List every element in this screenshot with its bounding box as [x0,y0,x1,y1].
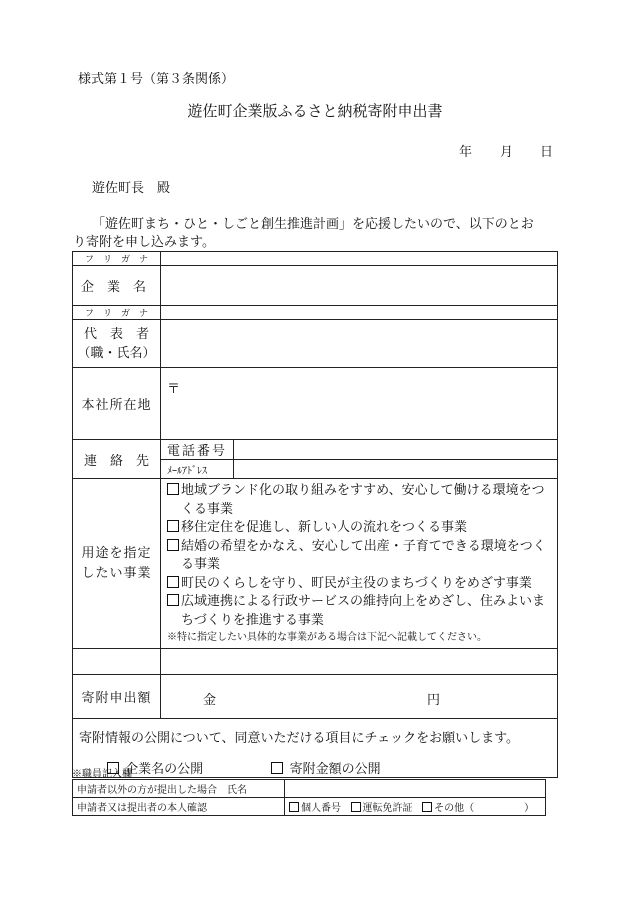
furigana-label-2: フ リ ガ ナ [73,306,161,320]
email-label: ﾒｰﾙｱﾄﾞﾚｽ [161,460,234,479]
purpose-spacer [73,649,161,675]
id-option-license[interactable]: 運転免許証 [351,803,413,814]
checkbox[interactable] [351,802,361,812]
purpose-option[interactable]: 地域ブランド化の取り組みをすすめ、安心して働ける環境をつ くる事業 [167,482,557,519]
representative-sublabel: （職・氏名） [77,345,156,361]
purpose-option[interactable]: 町民のくらしを守り、町民が主役のまちづくりをめざす事業 [167,575,557,594]
id-check-options [285,798,546,816]
form-number: 様式第１号（第３条関係） [78,72,235,87]
amount-prefix: 金 [203,693,217,708]
company-name-label: 企 業 名 [81,280,147,295]
intro-line-2: り寄附を申し込みます。 [73,235,215,250]
staff-row1-label: 申請者以外の方が提出した場合 氏名 [73,780,285,798]
date-year: 年 [459,145,473,160]
representative-field[interactable] [161,320,558,368]
representative-furigana-field[interactable] [161,306,558,320]
staff-table [72,779,546,816]
id-option-other[interactable]: その他（ ） [422,803,534,814]
representative-label: 代 表 者 [83,326,149,342]
amount-suffix: 円 [427,693,441,708]
checkbox[interactable] [289,802,299,812]
checkbox[interactable] [167,539,179,551]
id-option-mynumber[interactable]: 個人番号 [289,803,341,814]
disclosure-amount-option[interactable]: 寄附金額の公開 [271,762,380,777]
disclosure-company-option[interactable]: 企業名の公開 [107,762,203,777]
address-label: 本社所在地 [73,368,161,440]
checkbox[interactable] [167,520,179,532]
purpose-options [161,479,558,649]
specific-purpose-field[interactable] [161,649,558,675]
checkbox[interactable] [422,802,432,812]
phone-label: 電話番号 [161,440,234,460]
purpose-option[interactable]: 広域連携による行政サービスの維持向上をめざし、住みよいま ちづくりを推進する事業 [167,593,557,630]
purpose-note: ※特に指定したい具体的な事業がある場合は下記へ記載してください。 [167,632,487,643]
staff-header: ※職員記入欄 [72,769,132,780]
staff-row2-label: 申請者又は提出者の本人確認 [73,798,285,816]
addressee: 遊佐町長 殿 [92,181,171,196]
postal-mark: 〒 [167,382,181,397]
checkbox[interactable] [271,762,283,774]
address-field[interactable] [161,368,558,440]
purpose-option[interactable]: 結婚の希望をかなえ、安心して出産・子育てできる環境をつく る事業 [167,538,557,575]
submitter-name-field[interactable] [285,780,546,798]
contact-label: 連 絡 先 [73,440,161,479]
purpose-label-2: したい事業 [81,565,152,581]
email-field[interactable] [234,460,558,479]
date-month: 月 [500,145,514,160]
amount-field[interactable] [161,675,558,719]
application-form-table [72,251,558,778]
purpose-label-1: 用途を指定 [81,545,152,561]
checkbox[interactable] [167,576,179,588]
page-title: 遊佐町企業版ふるさと納税寄附申出書 [187,102,443,120]
checkbox[interactable] [167,483,179,495]
checkbox[interactable] [167,594,179,606]
disclosure-text: 寄附情報の公開について、同意いただける項目にチェックをお願いします。 [79,731,520,746]
intro-line-1: 「遊佐町まち・ひと・しごと創生推進計画」を応援したいので、以下のとお [92,217,534,232]
phone-field[interactable] [234,440,558,460]
company-name-field[interactable] [161,266,558,306]
company-furigana-field[interactable] [161,252,558,266]
date-day: 日 [540,145,554,160]
purpose-option[interactable]: 移住定住を促進し、新しい人の流れをつくる事業 [167,519,557,538]
furigana-label: フ リ ガ ナ [73,252,161,266]
amount-label: 寄附申出額 [73,675,161,719]
